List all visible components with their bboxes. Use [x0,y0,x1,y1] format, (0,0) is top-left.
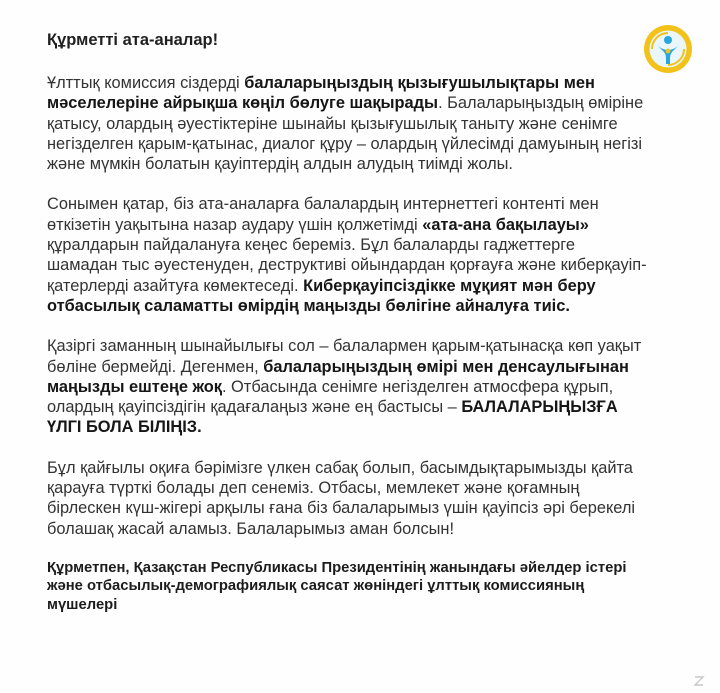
letter-body [47,30,647,614]
closing-signature: Құрметпен, Қазақстан Республикасы Президентінің жанындағы әйелдер істері және отбасылық-демографиялық саясат жөніндегі ұлттық комиссияның мүшелері [47,559,627,613]
paragraph-3 [47,336,647,437]
paragraph-1 [47,73,647,174]
paragraph-2-highlight: «ата-ана бақылауы» [422,215,589,234]
paragraph-2-highlight-2: Киберқауіпсіздікке мұқият мән беру отбасылық саламатты өмірдің маңызды бөлігіне айналуға тиіс. [47,276,596,315]
corner-watermark-icon [692,674,706,688]
emblem-figure-head [664,36,672,44]
national-commission-emblem-icon [643,24,693,74]
letter-title: Құрметті ата-аналар! [47,31,219,49]
paragraph-4: Бұл қайғылы оқиға бәрімізге үлкен сабақ болып, басымдықтарымызды қайта қарауға түрткі болады деп сенеміз. Отбасы, мемлекет және қоғамның бірлескен күш-жігері арқылы ғана біз балаларымыз үшін қауіпсіз әрі берекелі болашақ жасай аламыз. Балаларымыз аман болсын! [47,458,636,538]
emblem-figure-child [666,49,671,54]
paragraph-1-text-2: . Балаларыңыздың өміріне қатысу, олардың әуестіктеріне шынайы қызығушылық таныту және сенімге негізделген қарым-қатынас, диалог құру – олардың үйлесімді дамуының негізі және мүмкін болатын қауіптердің алдын алудың тиімді жолы. [47,94,644,174]
paragraph-3-text-2: . Отбасында сенімге негізделген атмосфера құрып, олардың қауіпсіздігін қадағалаңыз және ең бастысы – [47,377,614,417]
paragraph-1-highlight: балаларыңыздың қызығушылықтары мен мәселелеріне айрықша көңіл бөлуге шақырады [47,74,595,113]
paragraph-3-text: Қазіргі заманның шынайылығы сол – балалармен қарым-қатынасқа көп уақыт бөліне бермейді. Дегенмен, [47,337,642,376]
paragraph-2-text: Сонымен қатар, біз ата-аналарға балалардың интернеттегі контенті мен өткізетін уақытына назар аудару үшін қолжетімді [47,195,599,234]
paragraph-2 [47,194,647,316]
paragraph-3-highlight: балаларыңыздың өмірі мен денсаулығынан маңызды ештеңе жоқ [47,357,629,396]
paragraph-3-highlight-2: БАЛАЛАРЫҢЫЗҒА ҮЛГІ БОЛА БІЛІҢІЗ. [47,398,618,437]
paragraph-2-text-2: құралдарын пайдалануға кеңес береміз. Бұл балаларды гаджеттерге шамадан тыс әуестенуден, деструктиві ойындардан қорғауға және киберқауіп-қатерлерді азайтуға көмектеседі. [47,236,647,295]
paragraph-1-text: Ұлттық комиссия сіздерді [47,74,245,92]
